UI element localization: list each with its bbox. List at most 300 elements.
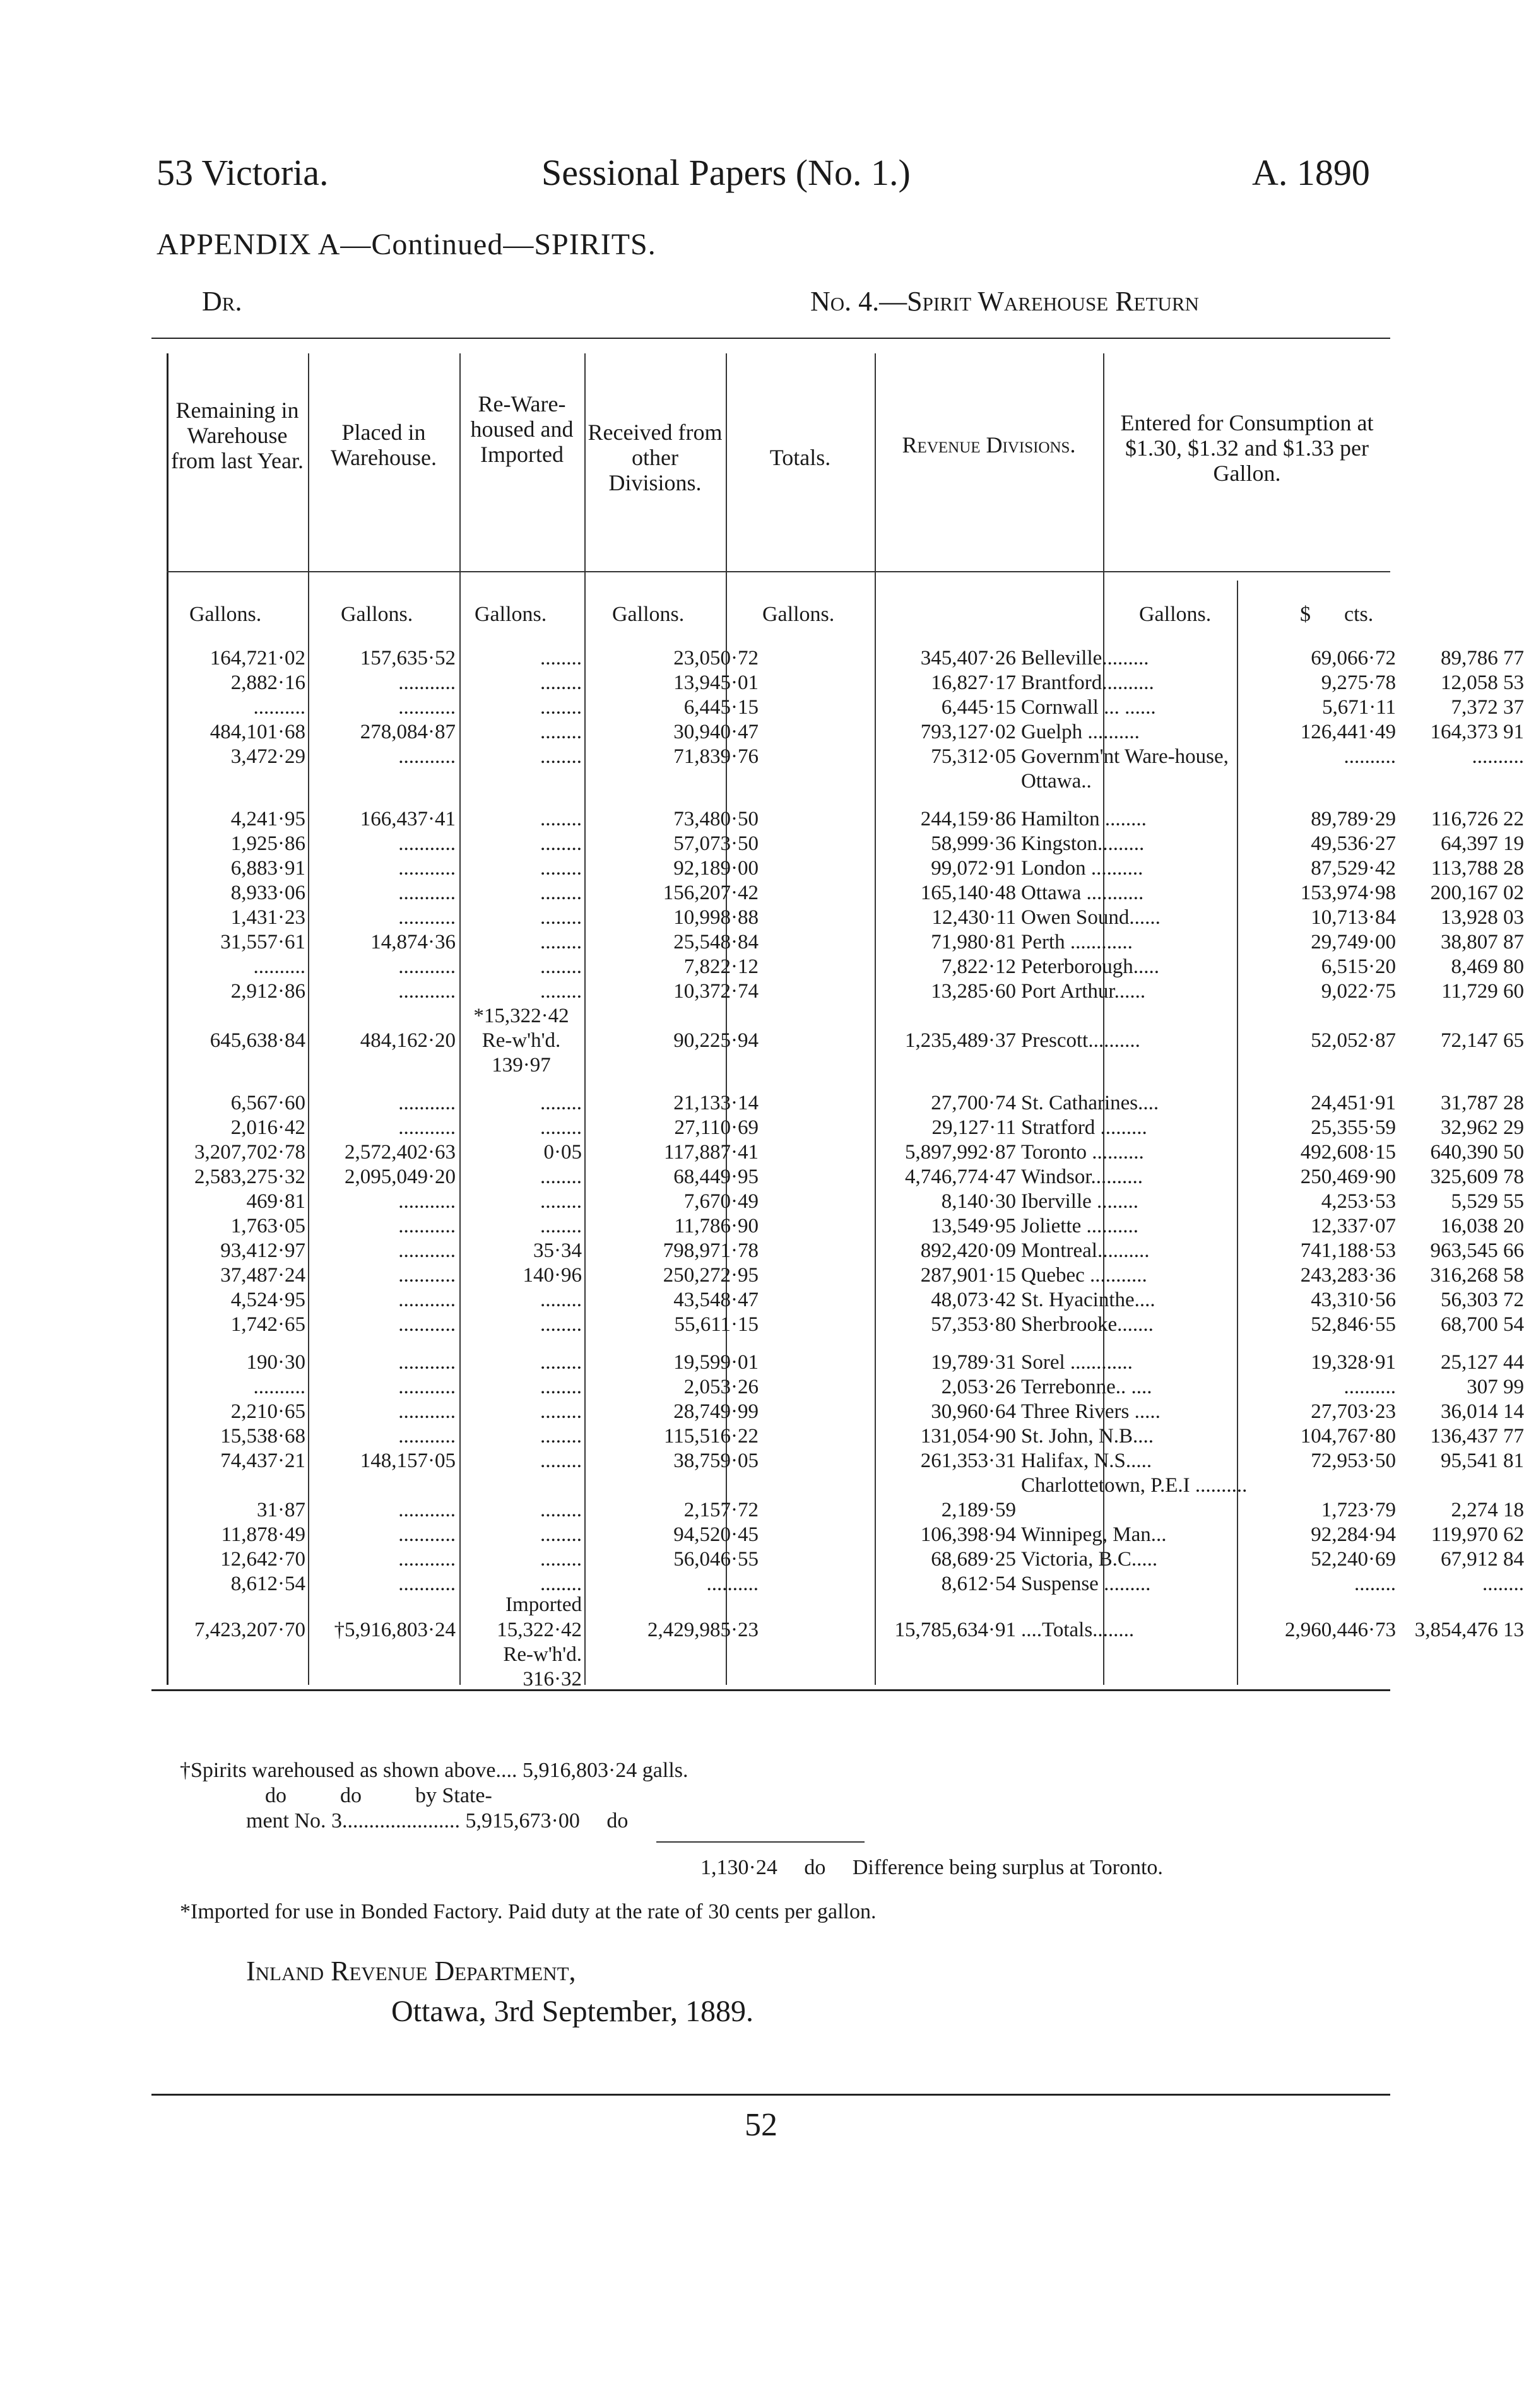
cell-rehoused: ........ (540, 906, 582, 929)
cell-placed: 484,162·20 (360, 1029, 456, 1052)
cell-division: Brantford.......... (1021, 671, 1154, 694)
cell-remaining: 12,642·70 (220, 1548, 305, 1571)
cell-dollars: 7,372 37 (1451, 696, 1524, 719)
page-bottom-rule (151, 2094, 1390, 2096)
cell-placed: 148,157·05 (360, 1449, 456, 1472)
cell-division: Victoria, B.C..... (1021, 1548, 1158, 1571)
cell-placed: ........... (398, 1573, 456, 1595)
cell-remaining: 31·87 (257, 1499, 305, 1521)
cell-division: St. Catharines.... (1021, 1092, 1159, 1114)
cell-totals: 131,054·90 (920, 1425, 1016, 1448)
col-head-divisions: Revenue Divisions. (902, 432, 1076, 457)
col-head-entered: Entered for Consumption at $1.30, $1.32 and $1.33 per Gallon. (1120, 410, 1374, 486)
cell-totals: 13,285·60 (931, 980, 1016, 1003)
cell-division: Guelph .......... (1021, 721, 1140, 743)
table-row (151, 1350, 1524, 1375)
cell-division: Winnipeg, Man... (1021, 1523, 1167, 1546)
cell-received: 250,272·95 (663, 1264, 759, 1287)
table-row (151, 1165, 1524, 1189)
cell-entered-gallons: 49,536·27 (1311, 832, 1396, 855)
table-row (151, 856, 1524, 881)
cell-dollars: 89,786 77 (1441, 647, 1524, 670)
cell-rehoused: ........ (540, 1449, 582, 1472)
table-row (151, 881, 1524, 906)
cell-entered-gallons: 92,284·94 (1311, 1523, 1396, 1546)
cell-totals: 57,353·80 (931, 1313, 1016, 1336)
cell-entered-gallons: 87,529·42 (1311, 857, 1396, 880)
table-row (151, 979, 1524, 1004)
cell-dollars: 200,167 02 (1430, 882, 1524, 904)
footnote-dagger-1: †Spirits warehoused as shown above.... 5,916,803·24 galls. (180, 1759, 688, 1782)
table-row (151, 1473, 1524, 1523)
cell-received: 25,548·84 (673, 931, 759, 953)
cell-rehoused: ........ (540, 1092, 582, 1114)
cell-rehoused: ........ (540, 647, 582, 670)
cell-entered-gallons: 43,310·56 (1311, 1289, 1396, 1311)
cell-remaining: 2,016·42 (230, 1116, 305, 1139)
cell-remaining: 164,721·02 (210, 647, 305, 670)
footnote-dagger-2: do do by State- (265, 1784, 492, 1807)
cell-remaining: 74,437·21 (220, 1449, 305, 1472)
table-row (151, 807, 1524, 832)
totals-row (151, 1593, 1524, 1694)
cell-entered-gallons: 69,066·72 (1311, 647, 1396, 670)
cell-dollars: 95,541 81 (1441, 1449, 1524, 1472)
cell-remaining: 1,431·23 (230, 906, 305, 929)
cell-dollars: 25,127 44 (1441, 1351, 1524, 1374)
cell-placed: ........... (398, 1400, 456, 1423)
cell-received: 92,189·00 (673, 857, 759, 880)
total-rehoused-label: Imported (505, 1593, 582, 1616)
cell-remaining: 2,583,275·32 (194, 1166, 305, 1188)
cell-dollars: 963,545 66 (1430, 1239, 1524, 1262)
cell-rehoused: ........ (540, 1116, 582, 1139)
cell-placed: ........... (398, 1313, 456, 1336)
cell-division: Sorel ............ (1021, 1351, 1133, 1374)
header-year: A. 1890 (1252, 152, 1370, 193)
cell-totals: 68,689·25 (931, 1548, 1016, 1571)
cell-division: St. Hyacinthe.... (1021, 1289, 1155, 1311)
cell-remaining: 1,763·05 (230, 1215, 305, 1237)
total-dollars: 3,854,476 13 (1414, 1619, 1524, 1641)
cell-entered-gallons: 492,608·15 (1300, 1141, 1396, 1164)
cell-remaining: 469·81 (246, 1190, 305, 1213)
cell-placed: ........... (398, 671, 456, 694)
cell-remaining: 3,472·29 (230, 745, 305, 768)
cell-placed: ........... (398, 857, 456, 880)
cell-received: 68,449·95 (673, 1166, 759, 1188)
total-rehoused-rewhd: Re-w'h'd. (503, 1643, 582, 1666)
cell-rehoused: ........ (540, 882, 582, 904)
cell-totals: 6,445·15 (941, 696, 1016, 719)
total-rehoused-value: 316·32 (523, 1668, 582, 1691)
cell-dollars: 113,788 28 (1431, 857, 1524, 880)
cell-entered-gallons: 89,789·29 (1311, 808, 1396, 830)
cell-division: Suspense ......... (1021, 1573, 1151, 1595)
table-row (151, 720, 1524, 745)
cell-remaining: 1,925·86 (230, 832, 305, 855)
cell-placed: ........... (398, 1425, 456, 1448)
cell-received: 10,998·88 (673, 906, 759, 929)
cell-totals: 71,980·81 (931, 931, 1016, 953)
cell-rehoused: ........ (540, 1313, 582, 1336)
total-label: ....Totals........ (1021, 1619, 1135, 1641)
cell-totals: 1,235,489·37 (905, 1029, 1016, 1052)
cell-received: 73,480·50 (673, 808, 759, 830)
cell-totals: 12,430·11 (931, 906, 1016, 929)
cell-placed: ........... (398, 1092, 456, 1114)
cell-placed: ........... (398, 832, 456, 855)
cell-placed: ........... (398, 745, 456, 768)
cell-entered-gallons: 6,515·20 (1321, 955, 1396, 978)
table-row (151, 1189, 1524, 1214)
cell-placed: ........... (398, 980, 456, 1003)
cell-received: 57,073·50 (673, 832, 759, 855)
table-row (151, 930, 1524, 955)
cell-placed: ........... (398, 1499, 456, 1521)
col-head-remaining: Remaining in Warehouse from last Year. (171, 398, 304, 473)
cell-entered-gallons: 19,328·91 (1311, 1351, 1396, 1374)
cell-totals: 287,901·15 (920, 1264, 1016, 1287)
cell-division: Sherbrooke....... (1021, 1313, 1154, 1336)
cell-rehoused: ........ (540, 721, 582, 743)
cell-dollars: 64,397 19 (1441, 832, 1524, 855)
cell-division: Terrebonne.. .... (1021, 1376, 1152, 1398)
cell-rehoused: ........ (540, 1376, 582, 1398)
cell-entered-gallons: 5,671·11 (1321, 696, 1396, 719)
table-row (151, 745, 1524, 794)
footnote-difference: 1,130·24 do Difference being surplus at Toronto. (700, 1856, 1163, 1879)
total-received: 2,429,985·23 (647, 1619, 759, 1641)
cell-received: 21,133·14 (673, 1092, 759, 1114)
cell-entered-gallons: 12,337·07 (1311, 1215, 1396, 1237)
cell-totals: 7,822·12 (941, 955, 1016, 978)
cell-dollars: 307 99 (1467, 1376, 1524, 1398)
cell-totals: 261,353·31 (920, 1449, 1016, 1472)
cell-entered-gallons: .......... (1344, 1376, 1396, 1398)
cell-remaining: 8,612·54 (230, 1573, 305, 1595)
cell-totals: 4,746,774·47 (905, 1166, 1016, 1188)
cell-dollars: 13,928 03 (1441, 906, 1524, 929)
cell-remaining: 8,933·06 (230, 882, 305, 904)
cell-division: Cornwall ... ...... (1021, 696, 1156, 719)
cell-received: 28,749·99 (673, 1400, 759, 1423)
header-rule (167, 571, 1390, 572)
cell-remaining: 4,524·95 (230, 1289, 305, 1311)
cell-division: Hamilton ........ (1021, 808, 1147, 830)
cell-remaining: 6,567·60 (230, 1092, 305, 1114)
cell-entered-gallons: 52,240·69 (1311, 1548, 1396, 1571)
cell-dollars: 8,469 80 (1451, 955, 1524, 978)
cell-placed: 157,635·52 (360, 647, 456, 670)
cell-received: 156,207·42 (663, 882, 759, 904)
cell-division: St. John, N.B.... (1021, 1425, 1154, 1448)
cell-dollars: 5,529 55 (1451, 1190, 1524, 1213)
cell-received: 94,520·45 (673, 1523, 759, 1546)
cell-placed: ........... (398, 1239, 456, 1262)
cell-division: Windsor.......... (1021, 1166, 1143, 1188)
cell-remaining: 484,101·68 (210, 721, 305, 743)
cell-remaining: .......... (253, 696, 305, 719)
page-number: 52 (745, 2107, 777, 2143)
cell-rehoused: ........ (540, 980, 582, 1003)
cell-entered-gallons: 126,441·49 (1300, 721, 1396, 743)
total-remaining: 7,423,207·70 (194, 1619, 305, 1641)
cell-remaining: 15,538·68 (220, 1425, 305, 1448)
cell-remaining: 93,412·97 (220, 1239, 305, 1262)
table-row (151, 1375, 1524, 1400)
cell-dollars: 2,274 18 (1451, 1499, 1524, 1521)
cell-division: Stratford ......... (1021, 1116, 1147, 1139)
cell-rehoused: ........ (540, 832, 582, 855)
total-placed: †5,916,803·24 (334, 1619, 456, 1641)
table-row (151, 1424, 1524, 1449)
cell-rehoused: ........ (540, 1499, 582, 1521)
cell-totals: 48,073·42 (931, 1289, 1016, 1311)
cell-placed: ........... (398, 1116, 456, 1139)
cell-remaining: .......... (253, 955, 305, 978)
cell-division: Owen Sound...... (1021, 906, 1161, 929)
cell-totals: 8,140·30 (941, 1190, 1016, 1213)
unit-rehoused: Gallons. (475, 603, 547, 626)
cell-remaining: 645,638·84 (210, 1029, 305, 1052)
cell-placed: 278,084·87 (360, 721, 456, 743)
cell-received: 27,110·69 (674, 1116, 759, 1139)
unit-entered-gallons: Gallons. (1139, 603, 1212, 626)
cell-division: Toronto .......... (1021, 1141, 1144, 1164)
cell-division: Three Rivers ..... (1021, 1400, 1161, 1423)
cell-received: 117,887·41 (663, 1141, 759, 1164)
header-sessional-papers: Sessional Papers (No. 1.) (541, 152, 911, 193)
table-row (151, 646, 1524, 671)
cell-received: 2,053·26 (683, 1376, 759, 1398)
table-row (151, 695, 1524, 720)
cell-division: Governm'nt Ware-house, Ottawa.. (1021, 745, 1229, 793)
cell-entered-gallons: 25,355·59 (1311, 1116, 1396, 1139)
cell-division: Montreal.......... (1021, 1239, 1150, 1262)
cell-received: 11,786·90 (674, 1215, 759, 1237)
footnote-dagger-3: ment No. 3...................... 5,915,673·00 do (246, 1809, 629, 1833)
cell-totals: 16,827·17 (931, 671, 1016, 694)
cell-totals: 8,612·54 (941, 1573, 1016, 1595)
cell-placed: ........... (398, 1376, 456, 1398)
cell-division: Charlottetown, P.E.I .......... (1021, 1474, 1248, 1497)
cell-rehoused: 0·05 (543, 1141, 582, 1164)
cell-received: 71,839·76 (673, 745, 759, 768)
cell-totals: 2,189·59 (941, 1499, 1016, 1521)
spirit-return-table (151, 646, 1524, 1596)
cell-dollars: 67,912 84 (1441, 1548, 1524, 1571)
cell-dollars: 325,609 78 (1430, 1166, 1524, 1188)
cell-totals: 58,999·36 (931, 832, 1016, 855)
cell-totals: 106,398·94 (920, 1523, 1016, 1546)
cell-rehoused: ........ (540, 1351, 582, 1374)
cell-dollars: 31,787 28 (1441, 1092, 1524, 1114)
cell-dollars: 56,303 72 (1441, 1289, 1524, 1311)
cell-received: 30,940·47 (673, 721, 759, 743)
cell-rehoused: ........ (540, 1166, 582, 1188)
table-row (151, 1116, 1524, 1140)
cell-placed: ........... (398, 955, 456, 978)
cell-rehoused: ........ (540, 808, 582, 830)
cell-totals: 19,789·31 (931, 1351, 1016, 1374)
cell-rehoused: ........ (540, 1573, 582, 1595)
total-gallons: 2,960,446·73 (1285, 1619, 1396, 1641)
cell-dollars: 116,726 22 (1431, 808, 1524, 830)
cell-remaining: 2,210·65 (230, 1400, 305, 1423)
cell-dollars: 72,147 65 (1441, 1029, 1524, 1052)
cell-dollars: 164,373 91 (1430, 721, 1524, 743)
cell-entered-gallons: 9,022·75 (1321, 980, 1396, 1003)
cell-entered-gallons: 250,469·90 (1300, 1166, 1396, 1188)
cell-totals: 345,407·26 (920, 647, 1016, 670)
cell-received: 38,759·05 (673, 1449, 759, 1472)
unit-remaining: Gallons. (189, 603, 262, 626)
cell-division: Kingston......... (1021, 832, 1145, 855)
cell-rehoused: ........ (540, 1190, 582, 1213)
cell-totals: 892,420·09 (920, 1239, 1016, 1262)
cell-rehoused: ........ (540, 1289, 582, 1311)
cell-dollars: .......... (1472, 745, 1524, 768)
cell-placed: ........... (398, 1215, 456, 1237)
cell-received: 23,050·72 (673, 647, 759, 670)
cell-division: Peterborough..... (1021, 955, 1160, 978)
cell-remaining: 1,742·65 (230, 1313, 305, 1336)
cell-entered-gallons: 741,188·53 (1300, 1239, 1396, 1262)
cell-totals: 13,549·95 (931, 1215, 1016, 1237)
cell-placed: ........... (398, 1548, 456, 1571)
cell-totals: 5,897,992·87 (905, 1141, 1016, 1164)
table-row (151, 1313, 1524, 1337)
table-row (151, 1239, 1524, 1263)
cell-entered-gallons: 1,723·79 (1321, 1499, 1396, 1521)
unit-totals: Gallons. (762, 603, 835, 626)
cell-entered-gallons: 27,703·23 (1311, 1400, 1396, 1423)
table-row (151, 1449, 1524, 1473)
department-name: Inland Revenue Department, (246, 1956, 576, 1986)
cell-dollars: 68,700 54 (1441, 1313, 1524, 1336)
cell-placed: ........... (398, 1289, 456, 1311)
cell-received: 90,225·94 (673, 1029, 759, 1052)
cell-dollars: 36,014 14 (1441, 1400, 1524, 1423)
appendix-title: APPENDIX A—Continued—SPIRITS. (157, 228, 656, 261)
cell-rehoused: ........ (540, 671, 582, 694)
cell-totals: 244,159·86 (920, 808, 1016, 830)
cell-received: 13,945·01 (673, 671, 759, 694)
cell-placed: ........... (398, 906, 456, 929)
cell-placed: 2,572,402·63 (345, 1141, 456, 1164)
cell-rehoused: ........ (540, 931, 582, 953)
cell-division: Joliette .......... (1021, 1215, 1139, 1237)
dr-label: Dr. (202, 286, 242, 317)
cell-remaining: 6,883·91 (230, 857, 305, 880)
cell-dollars: 136,437 77 (1430, 1425, 1524, 1448)
cell-dollars: 640,390 50 (1430, 1141, 1524, 1164)
cell-totals: 99,072·91 (931, 857, 1016, 880)
cell-division: Belleville......... (1021, 647, 1149, 670)
cell-received: 6,445·15 (683, 696, 759, 719)
cell-rehoused: ........ (540, 1425, 582, 1448)
total-totals: 15,785,634·91 (894, 1619, 1016, 1641)
cell-entered-gallons: 4,253·53 (1321, 1190, 1396, 1213)
cell-entered-gallons: 243,283·36 (1300, 1264, 1396, 1287)
cell-rehoused: ........ (540, 857, 582, 880)
cell-division: London .......... (1021, 857, 1143, 880)
cell-dollars: 16,038 20 (1441, 1215, 1524, 1237)
cell-placed: ........... (398, 1264, 456, 1287)
table-row (151, 955, 1524, 979)
cell-placed: 166,437·41 (360, 808, 456, 830)
cell-received: 19,599·01 (673, 1351, 759, 1374)
cell-placed: 2,095,049·20 (345, 1166, 456, 1188)
table-row (151, 1091, 1524, 1116)
cell-entered-gallons: 52,052·87 (1311, 1029, 1396, 1052)
department-date: Ottawa, 3rd September, 1889. (391, 1995, 753, 2028)
cell-division: Prescott.......... (1021, 1029, 1140, 1052)
cell-received: 43,548·47 (673, 1289, 759, 1311)
cell-totals: 793,127·02 (920, 721, 1016, 743)
cell-received: 7,670·49 (683, 1190, 759, 1213)
cell-placed: ........... (398, 1523, 456, 1546)
cell-rehoused: ........ (540, 1548, 582, 1571)
cell-remaining: 2,912·86 (230, 980, 305, 1003)
cell-entered-gallons: 10,713·84 (1311, 906, 1396, 929)
cell-remaining: 3,207,702·78 (194, 1141, 305, 1164)
table-row (151, 832, 1524, 856)
cell-division: Ottawa ........... (1021, 882, 1144, 904)
cell-remaining: 31,557·61 (220, 931, 305, 953)
cell-totals: 29,127·11 (931, 1116, 1016, 1139)
cell-entered-gallons: .......... (1344, 745, 1396, 768)
cell-received: 2,157·72 (683, 1499, 759, 1521)
cell-rehoused: ........ (540, 1400, 582, 1423)
footnote-asterisk: *Imported for use in Bonded Factory. Paid duty at the rate of 30 cents per gallon. (180, 1900, 877, 1923)
cell-received: 56,046·55 (673, 1548, 759, 1571)
cell-rehoused: *15,322·42 Re-w'h'd. 139·97 (473, 1005, 569, 1077)
cell-dollars: ........ (1482, 1573, 1524, 1595)
table-row (151, 671, 1524, 695)
table-row (151, 1288, 1524, 1313)
return-title: No. 4.—Spirit Warehouse Return (810, 286, 1199, 317)
cell-remaining: 2,882·16 (230, 671, 305, 694)
cell-remaining: .......... (253, 1376, 305, 1398)
cell-remaining: 4,241·95 (230, 808, 305, 830)
cell-entered-gallons: 104,767·80 (1300, 1425, 1396, 1448)
cell-dollars: 119,970 62 (1431, 1523, 1524, 1546)
cell-rehoused: 35·34 (533, 1239, 582, 1262)
col-head-totals: Totals. (769, 445, 831, 470)
cell-received: 55,611·15 (674, 1313, 759, 1336)
cell-rehoused: ........ (540, 1523, 582, 1546)
table-row (151, 906, 1524, 930)
cell-entered-gallons: 24,451·91 (1311, 1092, 1396, 1114)
cell-dollars: 316,268 58 (1430, 1264, 1524, 1287)
total-rehoused-imported: 15,322·42 (497, 1619, 582, 1641)
cell-rehoused: ........ (540, 1215, 582, 1237)
unit-dollars: $ (1300, 603, 1311, 626)
header-volume: 53 Victoria. (157, 152, 329, 193)
cell-totals: 75,312·05 (931, 745, 1016, 768)
cell-rehoused: 140·96 (523, 1264, 582, 1287)
table-row (151, 1547, 1524, 1572)
cell-dollars: 38,807 87 (1441, 931, 1524, 953)
cell-division: Perth ............ (1021, 931, 1133, 953)
cell-remaining: 190·30 (246, 1351, 305, 1374)
cell-entered-gallons: 9,275·78 (1321, 671, 1396, 694)
table-row (151, 1004, 1524, 1078)
table-row (151, 1263, 1524, 1288)
table-row (151, 1523, 1524, 1547)
